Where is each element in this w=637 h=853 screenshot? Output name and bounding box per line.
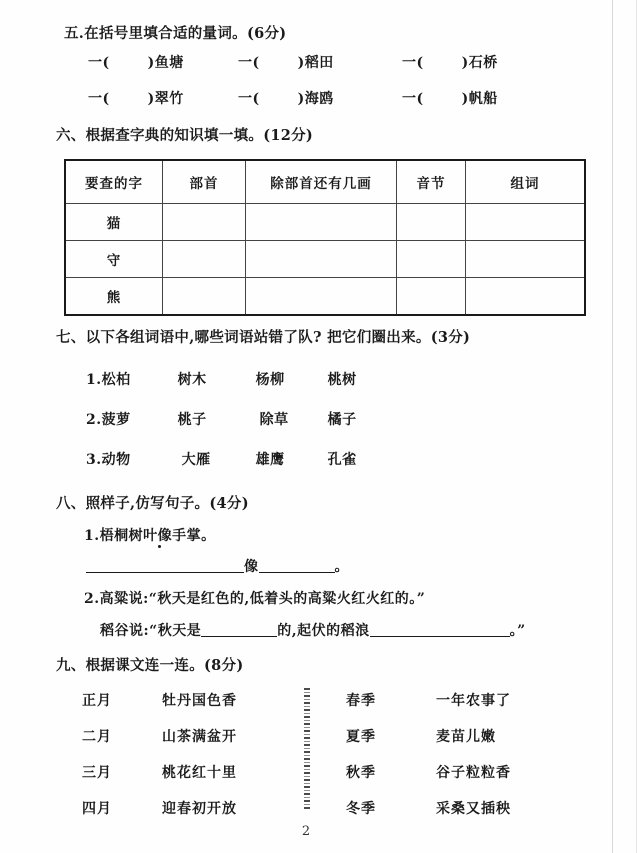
quantifier-item: [88, 88, 184, 108]
table-cell-radical[interactable]: [163, 204, 246, 241]
match-right-season[interactable]: 冬季: [346, 801, 376, 817]
answer-prefix: 稻谷说:“秋天是: [100, 623, 202, 639]
table-header-cell: 要查的字: [65, 160, 163, 204]
word-group-number: 3.: [86, 452, 102, 468]
page-edge-line: [612, 0, 613, 853]
section-eight-heading: 八、照样子,仿写句子。(4分): [56, 495, 249, 512]
table-row: [65, 204, 585, 241]
word-item[interactable]: 桃子: [177, 412, 207, 428]
match-left-phrase[interactable]: 迎春初开放: [162, 801, 237, 817]
word-item[interactable]: 松柏: [101, 372, 131, 388]
answer-period: 。: [334, 559, 349, 575]
match-left-phrase[interactable]: 牡丹国色香: [162, 693, 237, 709]
imitation-answer-1: [86, 556, 349, 576]
table-cell-strokes[interactable]: [246, 278, 397, 316]
match-left-month[interactable]: 正月: [82, 693, 112, 709]
section-six-heading: 六、根据查字典的知识填一填。(12分): [56, 127, 314, 144]
word-item[interactable]: 除草: [259, 412, 289, 428]
answer-blank[interactable]: [370, 622, 510, 637]
table-header-cell: 部首: [163, 160, 246, 204]
answer-connector: 像: [244, 559, 259, 575]
table-cell-char: 守: [65, 241, 163, 278]
table-header-cell: 除部首还有几画: [246, 160, 397, 204]
page-number: 2: [301, 824, 311, 839]
match-left-phrase[interactable]: 桃花红十里: [162, 765, 237, 781]
word-item[interactable]: 雄鹰: [255, 452, 285, 468]
quantifier-item: [402, 52, 498, 72]
section-five-heading: 五.在括号里填合适的量词。(6分): [64, 25, 287, 42]
word-item[interactable]: 杨柳: [255, 372, 285, 388]
answer-middle: 的,起伏的稻浪: [277, 623, 370, 639]
word-item[interactable]: 孔雀: [327, 452, 357, 468]
emphasis-dot: [158, 545, 161, 548]
match-right-phrase[interactable]: 谷子粒粒香: [436, 765, 511, 781]
word-group-line: [86, 369, 357, 389]
word-item[interactable]: 动物: [101, 452, 131, 468]
match-left-month[interactable]: 四月: [82, 801, 112, 817]
match-left-phrase[interactable]: 山茶满盆开: [162, 729, 237, 745]
table-cell-syllable[interactable]: [397, 241, 466, 278]
quantifier-suffix: )鱼塘: [147, 55, 184, 71]
imitation-answer-2: [100, 620, 526, 640]
table-row: [65, 241, 585, 278]
item-number: 1.: [84, 528, 100, 544]
quantifier-suffix: )翠竹: [147, 91, 184, 107]
answer-ending: 。”: [509, 623, 526, 639]
table-cell-strokes[interactable]: [246, 204, 397, 241]
quantifier-suffix: )石桥: [461, 55, 498, 71]
answer-blank[interactable]: [201, 622, 277, 637]
item-number: 2.: [84, 591, 100, 607]
quantifier-item: [88, 52, 184, 72]
match-right-phrase[interactable]: 麦苗儿嫩: [436, 729, 496, 745]
quantifier-prefix: 一(: [238, 91, 260, 107]
dictionary-table: [64, 159, 586, 316]
quantifier-item: [238, 52, 334, 72]
table-cell-char: 猫: [65, 204, 163, 241]
example-sentence: 高粱说:“秋天是红色的,低着头的高粱火红火红的。”: [99, 591, 426, 607]
table-cell-word[interactable]: [466, 204, 586, 241]
imitation-example-1: [84, 525, 216, 545]
word-item[interactable]: 橘子: [327, 412, 357, 428]
quantifier-suffix: )稻田: [297, 55, 334, 71]
word-group-line: [86, 449, 357, 469]
table-cell-word[interactable]: [466, 241, 586, 278]
table-cell-word[interactable]: [466, 278, 586, 316]
quantifier-prefix: 一(: [402, 55, 424, 71]
word-group-number: 2.: [86, 412, 102, 428]
answer-blank[interactable]: [86, 558, 244, 573]
word-item[interactable]: 大雁: [181, 452, 211, 468]
match-right-phrase[interactable]: 一年农事了: [436, 693, 511, 709]
quantifier-prefix: 一(: [88, 55, 110, 71]
word-item[interactable]: 桃树: [327, 372, 357, 388]
match-divider-watermark: [304, 688, 310, 810]
table-cell-radical[interactable]: [163, 241, 246, 278]
section-seven-heading: 七、以下各组词语中,哪些词语站错了队? 把它们圈出来。(3分): [56, 329, 471, 346]
match-right-season[interactable]: 秋季: [346, 765, 376, 781]
quantifier-item: [238, 88, 334, 108]
table-cell-syllable[interactable]: [397, 204, 466, 241]
quantifier-suffix: )帆船: [461, 91, 498, 107]
table-header-cell: 音节: [397, 160, 466, 204]
table-cell-syllable[interactable]: [397, 278, 466, 316]
example-sentence: 梧桐树叶像手掌。: [99, 528, 216, 544]
table-header-cell: 组词: [466, 160, 586, 204]
imitation-example-2: [84, 588, 425, 608]
word-item[interactable]: 树木: [177, 372, 207, 388]
match-right-phrase[interactable]: 采桑又插秧: [436, 801, 511, 817]
table-cell-radical[interactable]: [163, 278, 246, 316]
match-right-season[interactable]: 夏季: [346, 729, 376, 745]
table-header-row: [65, 160, 585, 204]
word-group-line: [86, 409, 357, 429]
match-left-month[interactable]: 二月: [82, 729, 112, 745]
quantifier-suffix: )海鸥: [297, 91, 334, 107]
table-cell-char: 熊: [65, 278, 163, 316]
quantifier-prefix: 一(: [238, 55, 260, 71]
answer-blank[interactable]: [259, 558, 335, 573]
word-item[interactable]: 菠萝: [101, 412, 131, 428]
match-left-month[interactable]: 三月: [82, 765, 112, 781]
table-cell-strokes[interactable]: [246, 241, 397, 278]
table-row: [65, 278, 585, 316]
match-right-season[interactable]: 春季: [346, 693, 376, 709]
word-group-number: 1.: [86, 372, 102, 388]
quantifier-prefix: 一(: [88, 91, 110, 107]
quantifier-prefix: 一(: [402, 91, 424, 107]
quantifier-item: [402, 88, 498, 108]
section-nine-heading: 九、根据课文连一连。(8分): [56, 657, 244, 674]
